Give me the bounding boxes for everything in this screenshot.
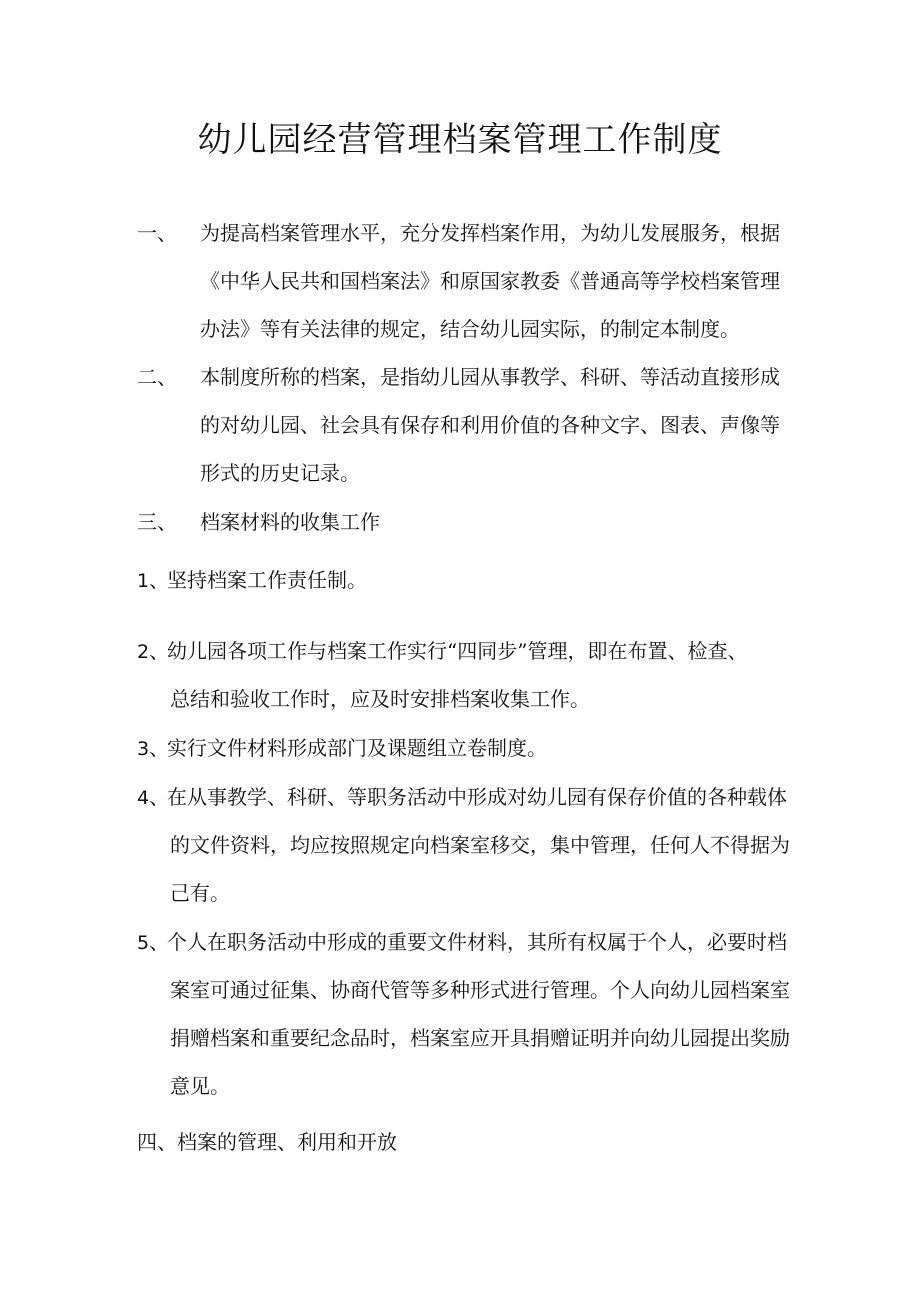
item-2-line-2: 总结和验收工作时，应及时安排档案收集工作。 [170, 687, 590, 711]
item-5-line-3: 捐赠档案和重要纪念品时，档案室应开具捐赠证明并向幼儿园提出奖励 [170, 1026, 790, 1050]
section-1-line-2: 《中华人民共和国档案法》和原国家教委《普通高等学校档案管理 [200, 269, 780, 293]
item-3-line-1: 实行文件材料形成部门及课题组立卷制度。 [167, 736, 547, 760]
item-4-line-1: 在从事教学、科研、等职务活动中形成对幼儿园有保存价值的各种载体 [167, 785, 787, 809]
section-3-line-1: 档案材料的收集工作 [200, 510, 380, 534]
section-2-line-2: 的对幼儿园、社会具有保存和利用价值的各种文字、图表、声像等 [200, 413, 780, 437]
item-5-line-1: 个人在职务活动中形成的重要文件材料，其所有权属于个人，必要时档 [167, 930, 787, 954]
item-1-number: 1、 [137, 568, 170, 592]
section-2-line-1: 本制度所称的档案，是指幼儿园从事教学、科研、等活动直接形成 [200, 365, 780, 389]
section-4-heading: 四、档案的管理、利用和开放 [137, 1130, 397, 1154]
item-4-number: 4、 [137, 785, 170, 809]
section-1-number: 一、 [137, 221, 177, 245]
item-5-line-2: 案室可通过征集、协商代管等多种形式进行管理。个人向幼儿园档案室 [170, 978, 790, 1002]
item-3-number: 3、 [137, 736, 170, 760]
section-2-line-3: 形式的历史记录。 [200, 461, 360, 485]
section-2-number: 二、 [137, 365, 177, 389]
item-4-line-3: 己有。 [170, 881, 230, 905]
section-3-number: 三、 [137, 510, 177, 534]
section-1-line-3: 办法》等有关法律的规定，结合幼儿园实际，的制定本制度。 [200, 317, 740, 341]
section-1-line-1: 为提高档案管理水平，充分发挥档案作用，为幼儿发展服务，根据 [200, 221, 780, 245]
item-1-line-1: 坚持档案工作责任制。 [167, 568, 367, 592]
document-title: 幼儿园经营管理档案管理工作制度 [197, 120, 723, 160]
item-5-line-4: 意见。 [170, 1074, 230, 1098]
item-2-number: 2、 [137, 639, 170, 663]
item-5-number: 5、 [137, 930, 170, 954]
item-4-line-2: 的文件资料，均应按照规定向档案室移交，集中管理，任何人不得据为 [170, 833, 790, 857]
item-2-line-1: 幼儿园各项工作与档案工作实行“四同步”管理，即在布置、检查、 [167, 639, 748, 663]
